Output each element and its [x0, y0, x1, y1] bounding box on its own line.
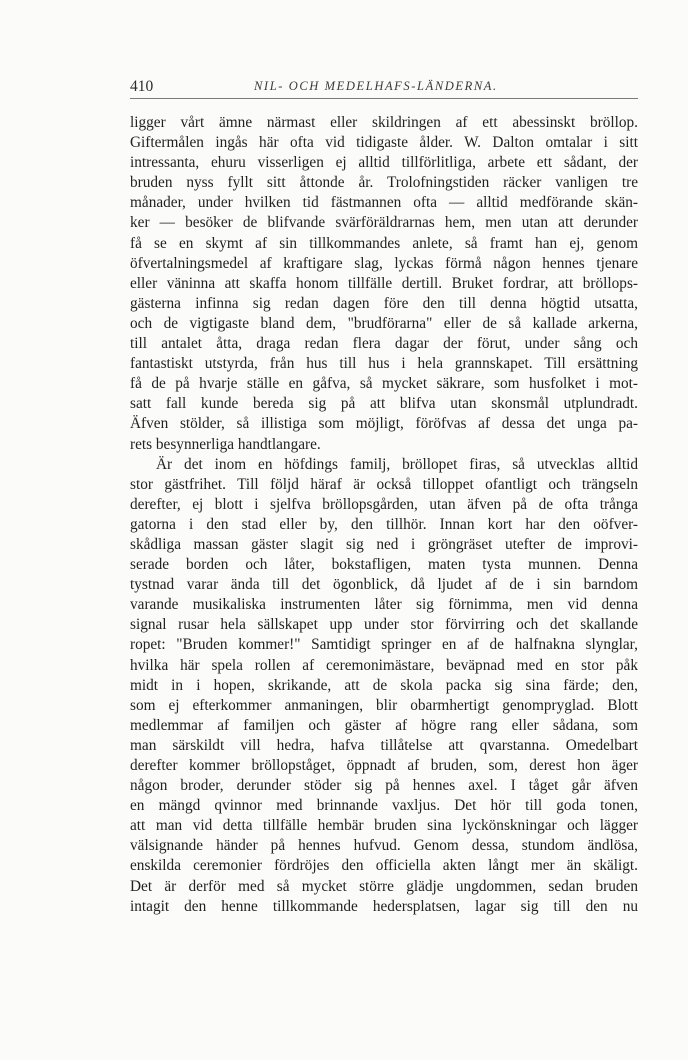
- header-rule: [130, 98, 638, 99]
- text-line: Är det inom en höfdings familj, bröllopet firas, så utvecklas alltid: [156, 455, 638, 473]
- text-line: man särskildt vill hedra, hafva tillåtelse att qvarstanna. Omedelbart: [130, 736, 638, 754]
- text-line: eller väninna att skaffa honom tillfälle dertill. Bruket fordrar, att bröllops-: [130, 274, 638, 292]
- text-line: Äfven stölder, så illistiga som möjligt, föröfvas af dessa det unga pa-: [130, 415, 638, 433]
- text-line: och de vigtigaste bland dem, "brudförarna" eller de så kallade arkerna,: [130, 314, 638, 332]
- page-number: 410: [130, 78, 154, 95]
- text-line: signal rusar hela sällskapet upp under stor förvirring och det skallande: [130, 616, 638, 634]
- text-line: enskilda ceremonier fördröjes den officiella akten långt mer än skäligt.: [130, 857, 638, 875]
- text-line: stor gästfrihet. Till följd häraf är också tilloppet ofantligt och trängseln: [130, 475, 638, 493]
- text-line: fantastiskt utstyrda, från hus till hus i hela grannskapet. Till ersättning: [130, 355, 638, 373]
- text-line: ropet: "Bruden kommer!" Samtidigt springer en af de halfnakna slynglar,: [130, 636, 638, 654]
- text-line: bruden nyss fyllt sitt åttonde år. Trolofningstiden räcker vanligen tre: [130, 174, 638, 192]
- text-line: varande musikaliska instrumenten låter sig förnimma, men vid denna: [130, 596, 638, 614]
- text-line: Giftermålen ingås här ofta vid tidigaste ålder. W. Dalton omtalar i sitt: [130, 134, 638, 152]
- text-line: Det är derför med så mycket större glädje ungdommen, sedan bruden: [130, 877, 638, 895]
- text-line: månader, under hvilken tid fästmannen ofta — alltid medförande skän-: [130, 194, 638, 212]
- text-line: medlemmar af familjen och gäster af högre rang eller sådana, som: [130, 716, 638, 734]
- text-line: få de på hvarje ställe en gåfva, så mycket säkrare, som husfolket i mot-: [130, 375, 638, 393]
- text-line: som ej efterkommer anmaningen, blir obarmhertigt genompryglad. Blott: [130, 696, 638, 714]
- text-line: satt fall kunde bereda sig på att blifva utan skonsmål utplundradt.: [130, 395, 638, 413]
- text-line: till antalet åtta, draga redan flera dagar der förut, under sång och: [130, 335, 638, 353]
- text-line: välsignande händer på hennes hufvud. Genom dessa, stundom ändlösa,: [130, 837, 638, 855]
- text-line: att man vid detta tillfälle hembär bruden sina lyckönskningar och lägger: [130, 817, 638, 835]
- body-text: [130, 113, 638, 917]
- text-line: hvilka här spela rollen af ceremonimästare, beväpnad med en stor påk: [130, 656, 638, 674]
- text-line: gästerna infinna sig redan dagen före den till denna högtid utsatta,: [130, 294, 638, 312]
- text-line: gatorna i den stad eller by, den tillhör. Innan kort har den oöfver-: [130, 515, 638, 533]
- text-line: ker — besöker de blifvande svärföräldrarnas hem, men utan att derunder: [130, 214, 638, 232]
- text-line: skådliga massan gäster slagit sig ned i gröngräset utefter de improvi-: [130, 535, 638, 553]
- text-line: rets besynnerliga handtlangare.: [130, 435, 321, 453]
- text-line: få se en skymt af sin tillkommandes anlete, så framt han ej, genom: [130, 234, 638, 252]
- paragraph-2: [130, 455, 638, 917]
- text-line: öfvertalningsmedel af kraftigare slag, lyckas förmå någon hennes tjenare: [130, 254, 638, 272]
- running-head: NIL- OCH MEDELHAFS-LÄNDERNA.: [254, 79, 498, 93]
- text-line: serade borden och låter, bokstafligen, maten tysta munnen. Denna: [130, 556, 638, 574]
- text-line: tystnad varar ända till det ögonblick, då ljudet af de i sin barndom: [130, 576, 638, 594]
- text-line: midt in i hopen, skrikande, att de skola packa sig sina färde; den,: [130, 676, 638, 694]
- text-line: någon broder, derunder stöder sig på hennes axel. I tåget går äfven: [130, 777, 638, 795]
- text-line: derefter, ej blott i sjelfva bröllopsgården, utan äfven på de ofta trånga: [130, 495, 638, 513]
- text-line: derefter kommer bröllopståget, öppnadt af bruden, som, derest hon äger: [130, 757, 638, 774]
- text-line: intressanta, ehuru visserligen ej alltid tillförlitliga, arbete ett sådant, der: [130, 154, 638, 172]
- page-header: [130, 76, 638, 104]
- text-line: ligger vårt ämne närmast eller skildringen af ett abessinskt bröllop.: [130, 114, 638, 131]
- paragraph-1: [130, 113, 638, 455]
- text-line: intagit den henne tillkommande hedersplatsen, lagar sig till den nu: [130, 897, 638, 915]
- text-line: en mängd qvinnor med brinnande vaxljus. Det hör till goda tonen,: [130, 797, 638, 815]
